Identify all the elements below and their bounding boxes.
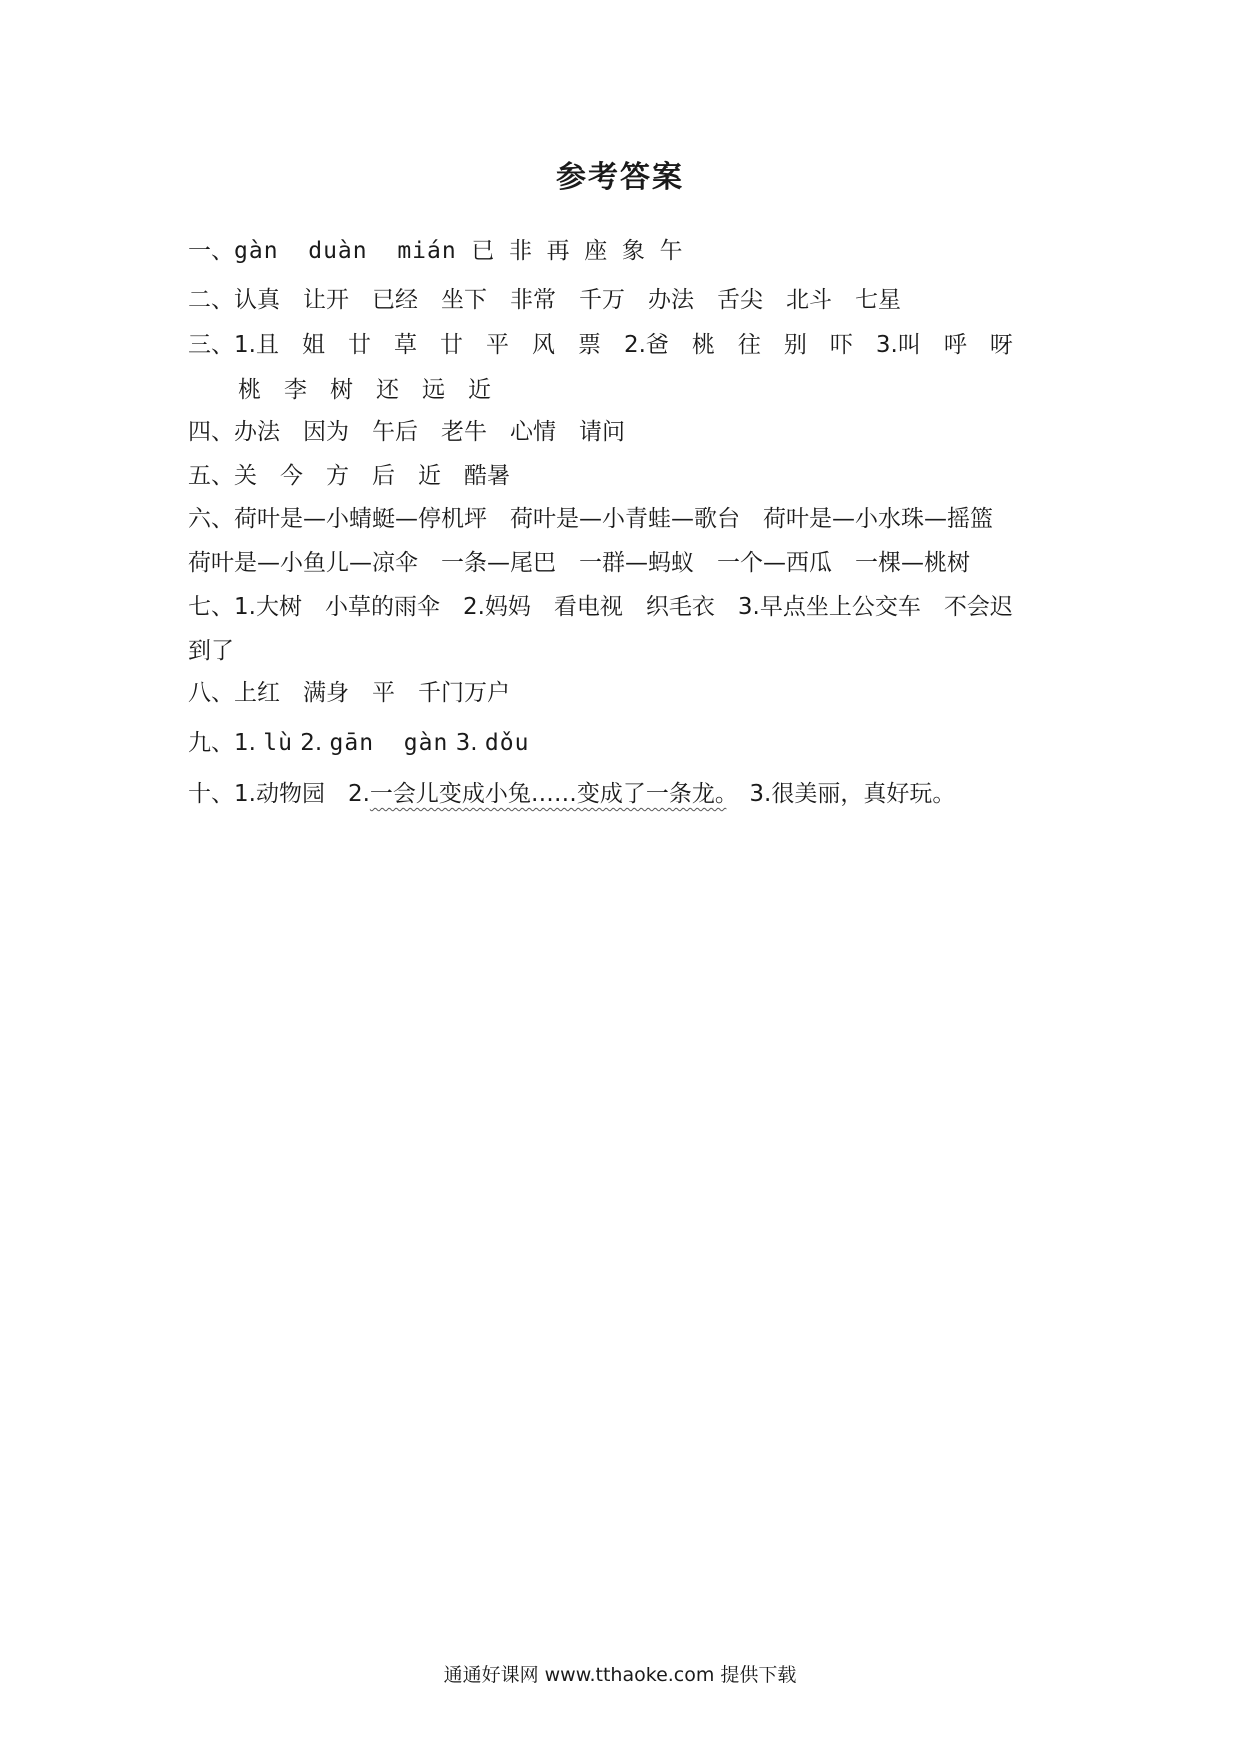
line-1-prefix: 一、 <box>188 238 234 264</box>
page-title: 参考答案 <box>556 160 684 195</box>
answer-line-6-continued: 荷叶是—小鱼儿—凉伞 一条—尾巴 一群—蚂蚁 一个—西瓜 一棵—桃树 <box>188 550 970 576</box>
line-9-pinyin-3: dǒu <box>484 730 530 756</box>
footer-credit: 通通好课网 www.tthaoke.com 提供下载 <box>443 1664 797 1686</box>
answer-line-7: 七、1.大树 小草的雨伞 2.妈妈 看电视 织毛衣 3.早点坐上公交车 不会迟 <box>188 594 1013 620</box>
line-1-chars: 已 非 再 座 象 午 <box>456 238 683 264</box>
line-9-prefix: 九、1. <box>188 730 264 756</box>
answer-line-2: 二、认真 让开 已经 坐下 非常 千万 办法 舌尖 北斗 七星 <box>188 287 901 313</box>
answer-line-6: 六、荷叶是—小蜻蜓—停机坪 荷叶是—小青蛙—歌台 荷叶是—小水珠—摇篮 <box>188 506 993 532</box>
line-10-prefix: 十、1.动物园 2. <box>188 781 370 807</box>
line-9-mid-2: 3. <box>448 730 485 756</box>
line-1-pinyin: gàn duàn mián <box>234 238 457 264</box>
answer-line-8: 八、上红 满身 平 千门万户 <box>188 680 510 706</box>
line-9-pinyin-2: gān gàn <box>329 730 449 756</box>
line-9-mid: 2. <box>292 730 330 756</box>
answer-line-1 <box>188 236 1108 266</box>
line-10-suffix: 3.很美丽，真好玩。 <box>726 781 956 807</box>
answer-line-10 <box>188 779 1108 809</box>
line-9-pinyin-1: lù <box>263 730 293 756</box>
answer-line-4: 四、办法 因为 午后 老牛 心情 请问 <box>188 419 625 445</box>
answer-line-3-continued: 桃 李 树 还 远 近 <box>238 377 491 403</box>
line-10-underlined-answer: 一会儿变成小兔……变成了一条龙。 <box>369 781 727 807</box>
answer-line-3: 三、1.且 姐 廿 草 廿 平 风 票 2.爸 桃 往 别 吓 3.叫 呼 呀 <box>188 332 1013 358</box>
answer-line-5: 五、关 今 方 后 近 酷暑 <box>188 463 510 489</box>
answer-line-9 <box>188 728 1108 758</box>
answer-line-7-continued: 到了 <box>188 638 234 664</box>
